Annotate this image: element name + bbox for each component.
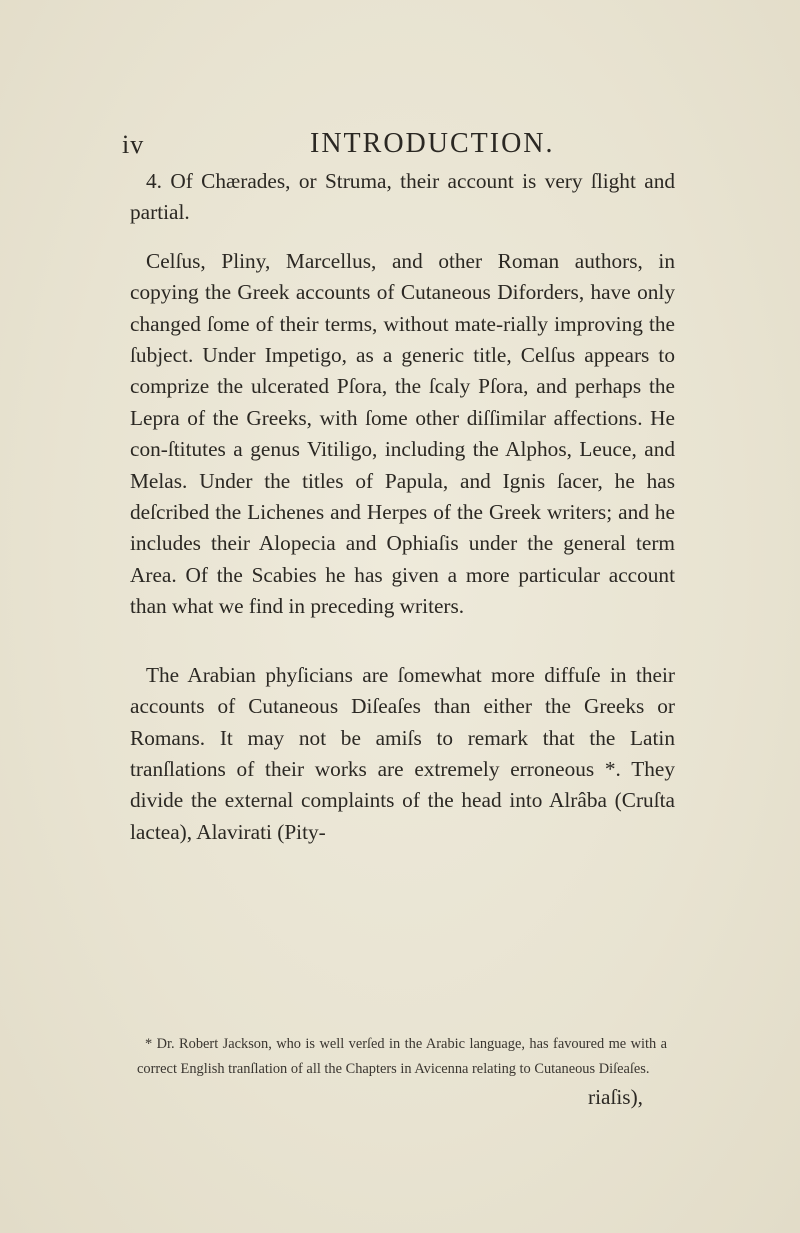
running-head: INTRODUCTION. bbox=[310, 128, 555, 159]
footnote: * Dr. Robert Jackson, who is well verſed in the Arabic language, has favoured me with a correct English tranſlation of all the Chapters in Avicenna relating to Cutaneous Diſeaſes. bbox=[137, 1036, 667, 1077]
body-text bbox=[130, 166, 675, 848]
page-number: iv bbox=[122, 130, 145, 159]
catchword: riaſis), bbox=[588, 1085, 643, 1109]
paragraph-roman-authors: Celſus, Pliny, Marcellus, and other Roman authors, in copying the Greek accounts of Cutaneous Diforders, have only changed ſome of their terms, without mate-rially improving the ſubject. Under Impetigo, as a generic title, Celſus appears to comprize the ulcerated Pſora, the ſcaly Pſora, and perhaps the Lepra of the Greeks, with ſome other diſſimilar affections. He con-ſtitutes a genus Vitiligo, including the Alphos, Leuce, and Melas. Under the titles of Papula, and Ignis ſacer, he has deſcribed the Lichenes and Herpes of the Greek writers; and he includes their Alopecia and Ophiaſis under the general term Area. Of the Scabies he has given a more particular account than what we find in preceding writers. bbox=[130, 248, 675, 619]
page-header bbox=[122, 128, 682, 168]
paragraph-arabian-physicians: The Arabian phyſicians are ſomewhat more diffuſe in their accounts of Cutaneous Diſeaſes than either the Greeks or Romans. It may not be amiſs to remark that the Latin tranſlations of their works are extremely erroneous *. They divide the external complaints of the head into Alrâba (Cruſta lactea), Alavirati (Pity- bbox=[130, 662, 675, 844]
paragraph-struma: 4. Of Chærades, or Struma, their account is very ſlight and partial. bbox=[130, 169, 675, 225]
